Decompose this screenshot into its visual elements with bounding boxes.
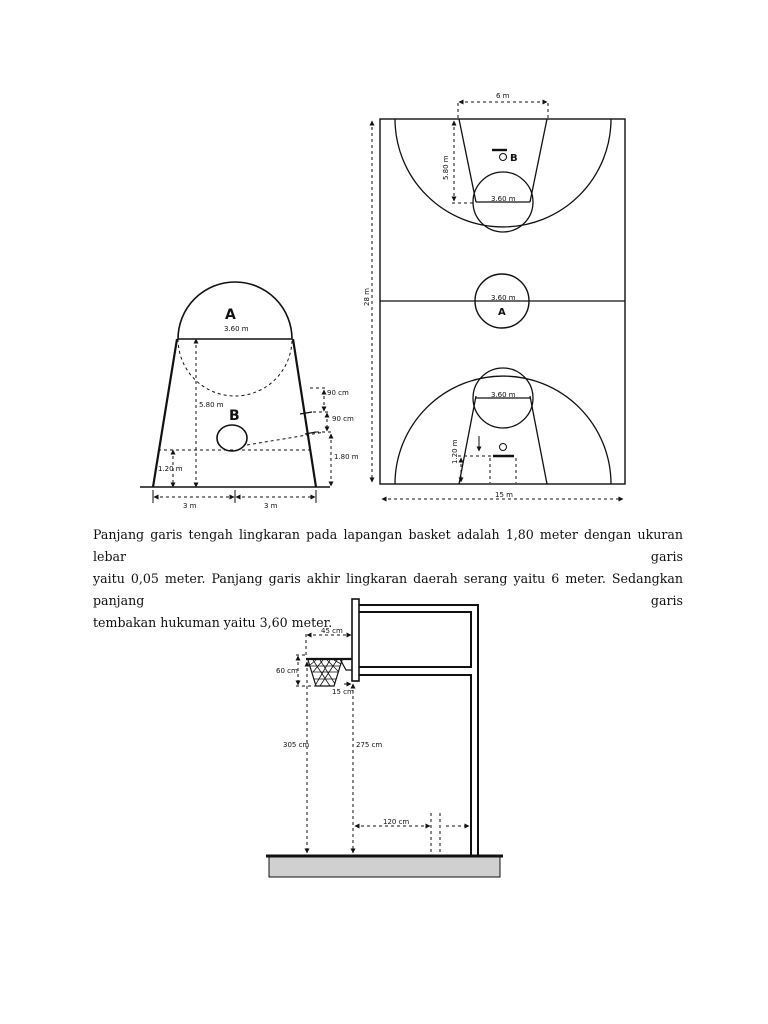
circle-diameter-label: 3.60 m: [224, 325, 249, 333]
rim-height-label: 305 cm: [283, 741, 310, 749]
basket-circle: [217, 425, 247, 451]
paragraph-line-3: tembakan hukuman yaitu 3,60 meter.: [93, 615, 333, 630]
mark-space-1-label: 90 cm: [327, 389, 349, 397]
basket-offset-line: [247, 432, 325, 445]
description-paragraph: [93, 524, 683, 634]
board-bottom-height-label: 275 cm: [356, 741, 383, 749]
rim-gap-label: 15 cm: [332, 688, 354, 696]
half-width-right-label: 3 m: [264, 502, 278, 510]
free-throw-offset-label: 1.20 m: [158, 465, 183, 473]
half-width-left-label: 3 m: [183, 502, 197, 510]
support-frame-lower: [359, 675, 471, 855]
bottom-lane-left: [459, 396, 476, 484]
top-lane-left: [459, 119, 476, 202]
bottom-lane-right: [530, 396, 547, 484]
label-b: B: [229, 408, 240, 424]
bottom-basket: [500, 444, 507, 451]
top-basket: [500, 154, 507, 161]
top-circle-label: 3.60 m: [491, 195, 516, 203]
top-width-label: 6 m: [496, 92, 510, 100]
pole-offset-label: 120 cm: [383, 818, 410, 826]
ground-fill: [269, 857, 500, 877]
side-mark-label: 1.80 m: [334, 453, 359, 461]
center-label-a: A: [498, 307, 506, 318]
net-height-label: 60 cm: [276, 667, 298, 675]
support-frame-outer: [359, 605, 478, 855]
three-point-arc-top: [395, 119, 611, 227]
key-length-label: 5.80 m: [199, 401, 224, 409]
free-throw-circle-bottom: [178, 339, 292, 396]
court-width-label: 15 m: [495, 491, 513, 499]
top-lane-right: [530, 119, 547, 202]
label-a: A: [225, 307, 236, 323]
rim-reach-label: 45 cm: [321, 627, 343, 635]
basket-net: [308, 660, 342, 686]
paragraph-line-2: yaitu 0,05 meter. Panjang garis akhir lingkaran daerah serang yaitu 6 meter. Sedangkan panjang garis: [93, 571, 683, 608]
bottom-offset-label: 1.20 m: [451, 439, 459, 464]
hoop-diagram: [266, 599, 503, 877]
paragraph-line-1: Panjang garis tengah lingkaran pada lapangan basket adalah 1,80 meter dengan ukuran lebar garis: [93, 527, 683, 564]
key-area-diagram: [140, 282, 359, 510]
court-diagram: [363, 92, 625, 499]
top-length-label: 5.80 m: [442, 155, 450, 180]
center-circle-label: 3.60 m: [491, 294, 516, 302]
mark-space-2-label: 90 cm: [332, 415, 354, 423]
top-label-b: B: [510, 153, 518, 164]
side-tick-1: [300, 412, 312, 414]
court-length-label: 28 m: [363, 288, 371, 306]
bottom-circle-label: 3.60 m: [491, 391, 516, 399]
